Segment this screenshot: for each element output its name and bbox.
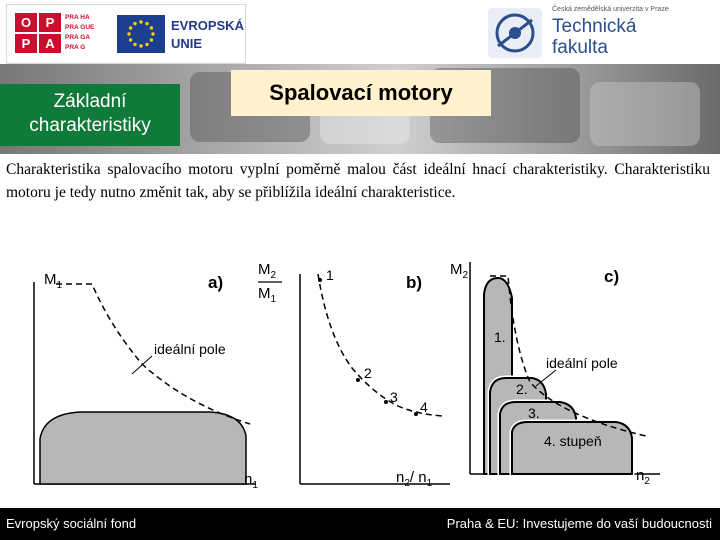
panel-b-point (414, 412, 418, 416)
panel-a-curve-label: ideální pole (154, 341, 226, 357)
panel-b-ylabel-num: $M_2$ (258, 261, 277, 281)
panel-b-hyperbola (318, 274, 442, 416)
section-label: Základní charakteristiky (0, 84, 180, 146)
faculty-emblem-icon (486, 6, 544, 60)
panel-b-ylabel-den: $M_1$ (258, 285, 277, 305)
footer-bar (0, 508, 720, 540)
partner-logos (6, 4, 246, 64)
panel-b-point (384, 400, 388, 404)
eu-text-line: UNIE (171, 36, 203, 51)
praha-logo-text (65, 13, 105, 53)
panel-a-label: a) (208, 273, 224, 292)
oppa-letter: P (15, 34, 37, 53)
eu-flag-icon (117, 15, 165, 53)
panel-a-ylabel: $M_1$ (44, 271, 63, 291)
gear-label: 1. (494, 329, 506, 345)
panel-c-ylabel: $M_2$ (450, 261, 469, 281)
panel-b-point (318, 278, 322, 282)
faculty-logo (486, 4, 712, 62)
characteristics-figure (0, 246, 720, 504)
panel-b (258, 261, 450, 489)
panel-c-curve-label: ideální pole (546, 355, 618, 371)
panel-b-xlabel: $n_2/$ $n_1$ (396, 469, 433, 489)
panel-b-point-label: 2 (364, 365, 372, 381)
oppa-letter: P (39, 13, 61, 32)
panel-c (450, 261, 660, 487)
footer-right-text: Praha & EU: Investujeme do vaší budoucnosti (446, 516, 712, 531)
university-name: Česká zemědělská univerzita v Praze (552, 6, 669, 13)
panel-a-engine-area (40, 412, 246, 484)
eu-text-line: EVROPSKÁ (171, 18, 244, 33)
faculty-line: Technická (552, 16, 637, 37)
gear-label: 4. stupeň (544, 433, 602, 449)
panel-a-label-pointer (132, 356, 152, 374)
panel-b-point (356, 378, 360, 382)
oppa-logo (15, 13, 63, 55)
oppa-letter: A (39, 34, 61, 53)
footer-left-text: Evropský sociální fond (6, 516, 137, 531)
header-bar (0, 0, 720, 70)
praha-line: PRA G (65, 44, 86, 51)
slide-paragraph: Charakteristika spalovacího motoru vyplní poměrně malou část ideální hnací charakteristiky. Charakteristiku motoru je tedy nutno změnit tak, aby se přiblížila ideální charakteristice. (6, 161, 710, 201)
panel-b-point-label: 4 (420, 399, 428, 415)
praha-line: PRA GA (65, 34, 91, 41)
praha-line: PRA HA (65, 14, 90, 21)
panel-c-label: c) (604, 267, 620, 286)
oppa-letter: O (15, 13, 37, 32)
faculty-name (552, 16, 637, 58)
panel-a (34, 271, 258, 491)
eu-logo-text (171, 17, 244, 53)
panel-b-point-label: 1 (326, 267, 334, 283)
panel-a-xlabel: $n_1$ (244, 471, 258, 491)
slide-title: Spalovací motory (231, 70, 491, 116)
panel-c-xlabel: $n_2$ (636, 467, 650, 487)
gear-label: 3. (528, 405, 540, 421)
praha-line: PRA GUE (65, 24, 95, 31)
faculty-line: fakulta (552, 37, 608, 58)
gear-label: 2. (516, 381, 528, 397)
panel-b-label: b) (406, 273, 423, 292)
panel-b-point-label: 3 (390, 389, 398, 405)
